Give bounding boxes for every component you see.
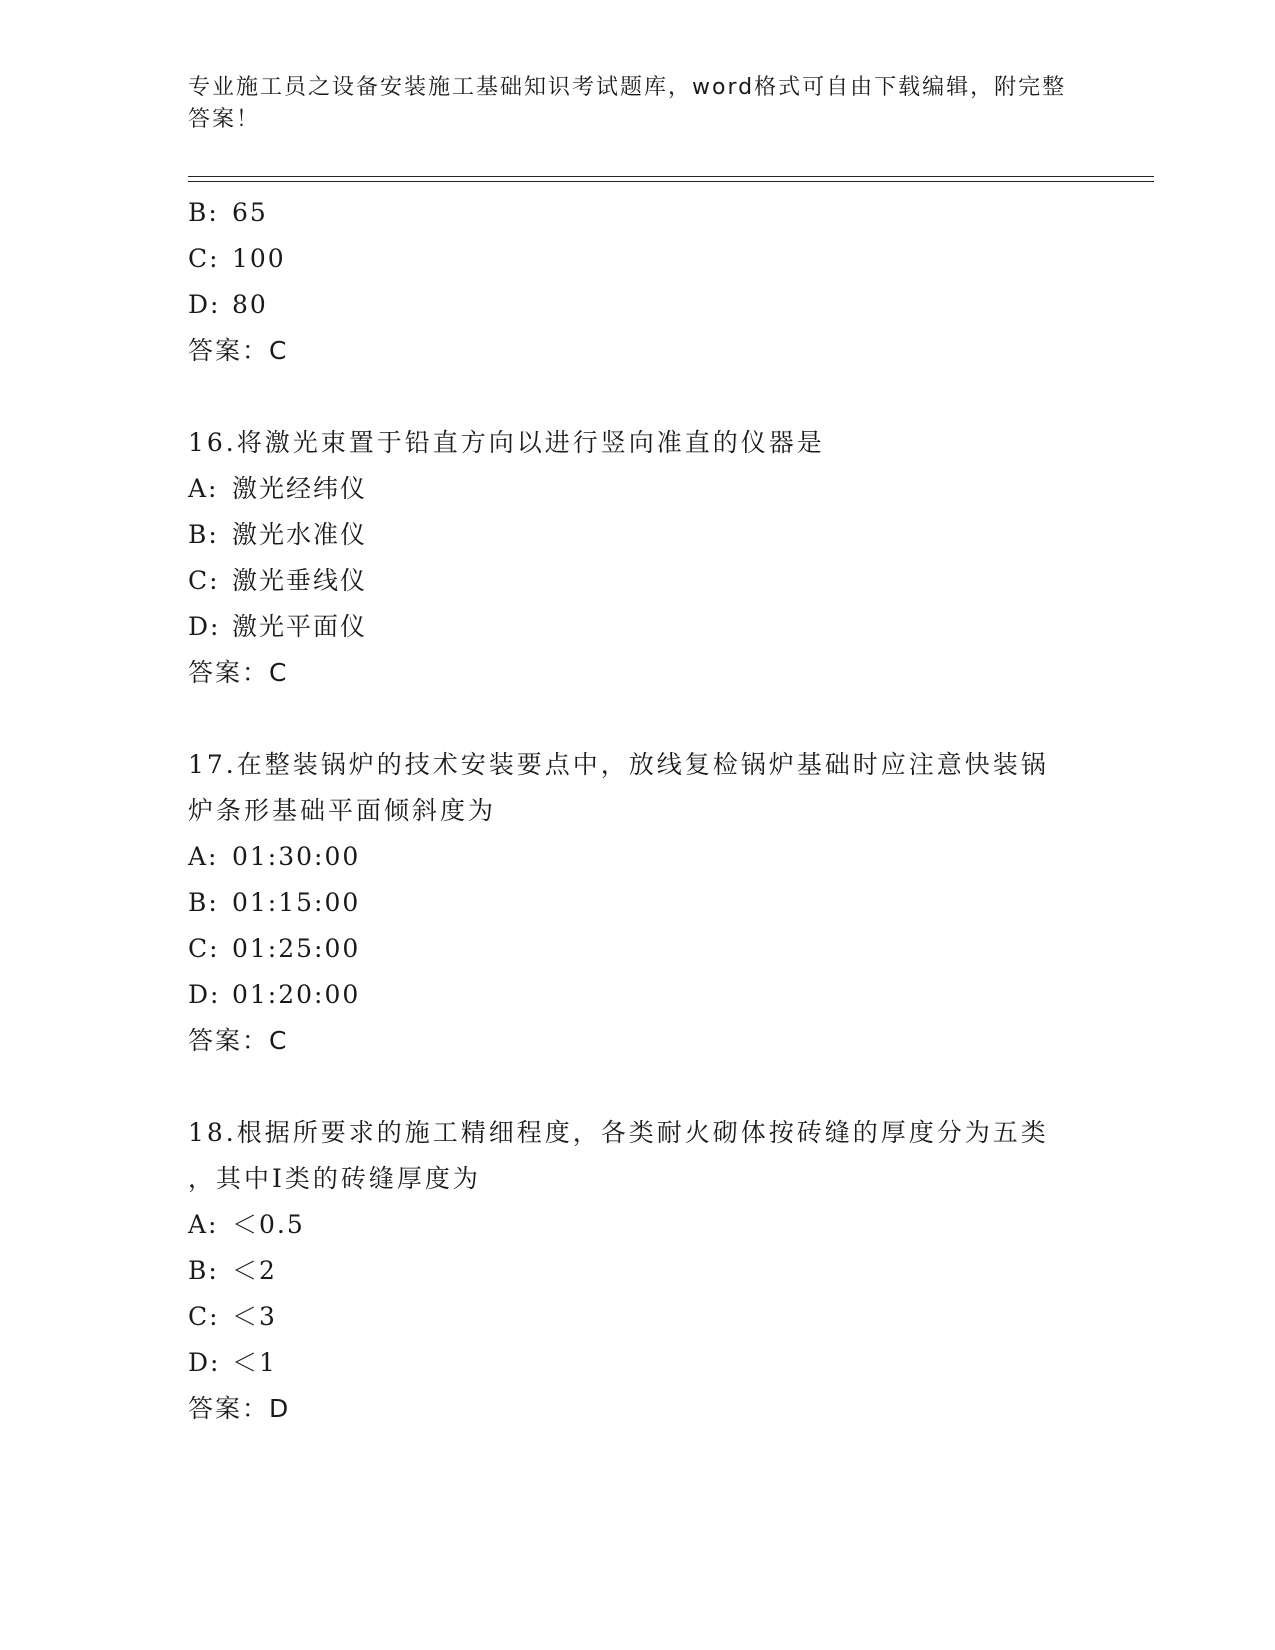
header-rule-top	[188, 176, 1154, 177]
header-rule-bottom	[188, 181, 1154, 182]
option-d: D: 01:20:00	[188, 980, 361, 1009]
question-text: 17.在整装锅炉的技术安装要点中，放线复检锅炉基础时应注意快装锅	[188, 750, 1049, 779]
option-b: B: 激光水准仪	[188, 520, 368, 549]
answer: 答案：C	[188, 1026, 289, 1055]
question-16	[188, 420, 1088, 696]
option-b: B: 01:15:00	[188, 888, 361, 917]
question-18	[188, 1110, 1088, 1432]
document-header: 专业施工员之设备安装施工基础知识考试题库，word格式可自由下载编辑，附完整答案！	[188, 75, 1067, 132]
option-a: A: ＜0.5	[188, 1210, 305, 1239]
option-b: B: ＜2	[188, 1256, 277, 1285]
carryover-question	[188, 190, 1088, 374]
question-text-continued: ，其中Ⅰ类的砖缝厚度为	[188, 1164, 481, 1193]
answer: 答案：C	[188, 658, 289, 687]
question-text-continued: 炉条形基础平面倾斜度为	[188, 796, 497, 825]
answer: 答案：C	[188, 336, 289, 365]
answer: 答案：D	[188, 1394, 291, 1423]
option-c: C: 01:25:00	[188, 934, 361, 963]
question-text: 18.根据所要求的施工精细程度，各类耐火砌体按砖缝的厚度分为五类	[188, 1118, 1049, 1147]
question-17	[188, 742, 1088, 1064]
option-d: D: 激光平面仪	[188, 612, 368, 641]
option-c: C: 100	[188, 244, 286, 273]
option-c: C: ＜3	[188, 1302, 277, 1331]
option-a: A: 01:30:00	[188, 842, 361, 871]
question-text: 16.将激光束置于铅直方向以进行竖向准直的仪器是	[188, 428, 825, 457]
option-d: D: ＜1	[188, 1348, 277, 1377]
option-c: C: 激光垂线仪	[188, 566, 368, 595]
option-d: D: 80	[188, 290, 268, 319]
option-b: B: 65	[188, 198, 268, 227]
question-content	[188, 190, 1088, 1432]
option-a: A: 激光经纬仪	[188, 474, 368, 503]
